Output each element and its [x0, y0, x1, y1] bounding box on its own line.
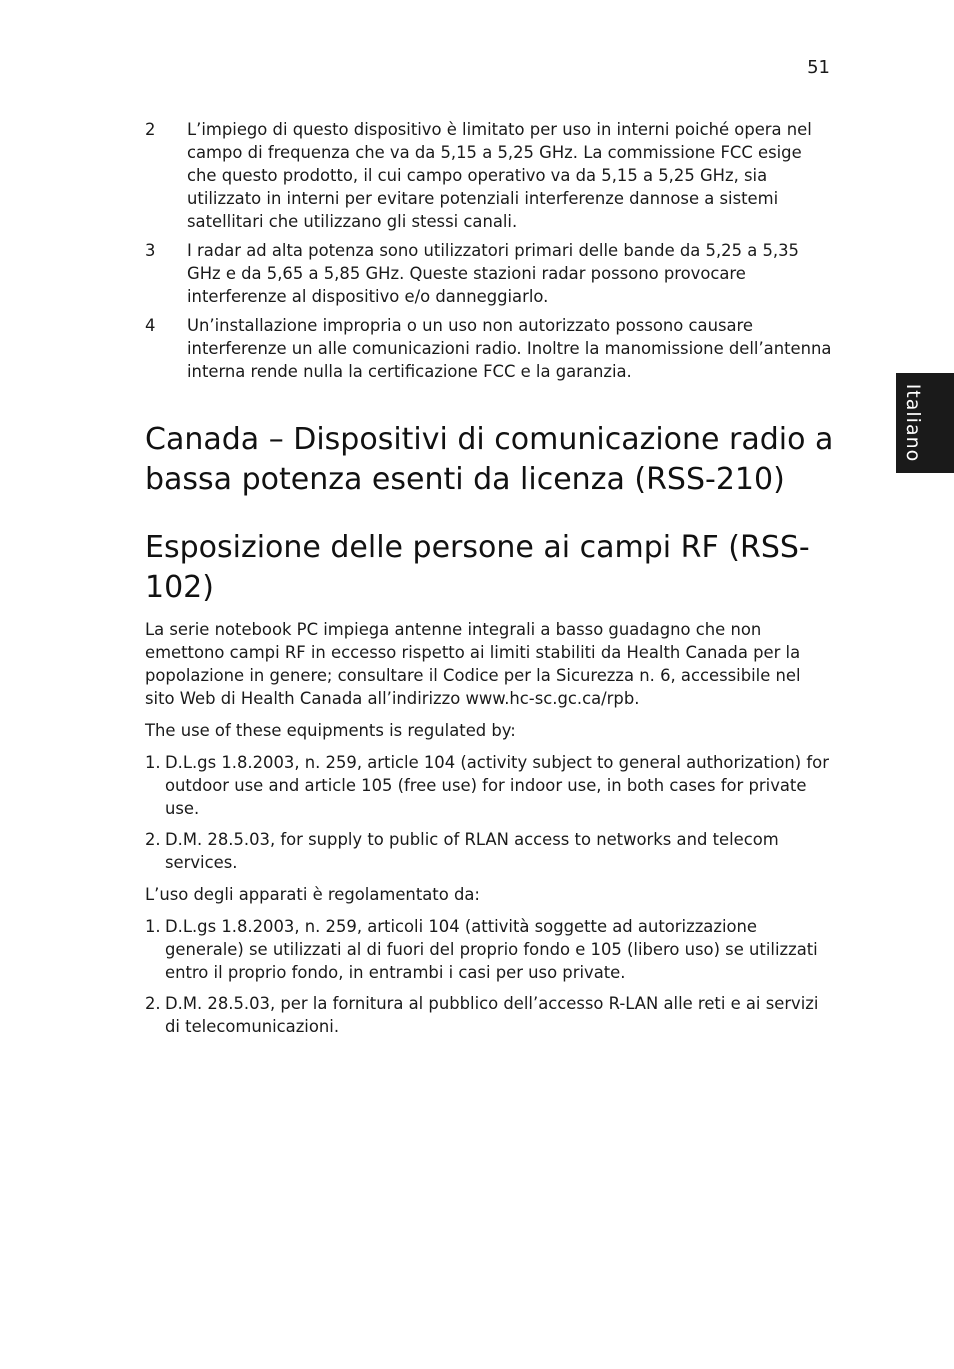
list-item-text: D.L.gs 1.8.2003, n. 259, articoli 104 (attività soggette ad autorizzazione generale) se utilizzati al di fuori del proprio fondo e 105 (libero uso) se utilizzati entro il proprio fondo, in entrambi i casi per uso private.: [165, 917, 818, 982]
list-item: [145, 118, 835, 233]
list-item-text: L’impiego di questo dispositivo è limitato per uso in interni poiché opera nel campo di frequenza che va da 5,15 a 5,25 GHz. La commissione FCC esige che questo prodotto, il cui campo operativo va da 5,15 a 5,25 GHz, sia utilizzato in interni per evitare potenziali interferenze dannose a sistemi satellitari che utilizzano gli stessi canali.: [187, 120, 812, 231]
paragraph-health-canada: La serie notebook PC impiega antenne integrali a basso guadagno che non emettono campi RF in eccesso rispetto ai limiti stabiliti da Health Canada per la popolazione in genere; consultare il Codice per la Sicurezza n. 6, accessibile nel sito Web di Health Canada all’indirizzo www.hc-sc.gc.ca/rpb.: [145, 620, 801, 708]
list-item-text: D.M. 28.5.03, for supply to public of RLAN access to networks and telecom services.: [165, 830, 779, 872]
list-item: [145, 915, 835, 984]
language-tab-label: Italiano: [902, 383, 924, 463]
fcc-notes-list: [145, 118, 835, 389]
section-heading-canada: Canada – Dispositivi di comunicazione radio a bassa potenza esenti da licenza (RSS-210): [145, 422, 834, 497]
paragraph-regulation-en: The use of these equipments is regulated by:: [145, 721, 516, 740]
list-item: [145, 239, 835, 308]
list-item: [145, 751, 835, 820]
list-item-number: 1.: [145, 753, 161, 772]
list-item-text: I radar ad alta potenza sono utilizzatori primari delle bande da 5,25 a 5,35 GHz e da 5,65 a 5,85 GHz. Queste stazioni radar possono provocare interferenze al dispositivo e/o danneggiarlo.: [187, 241, 799, 306]
list-item-text: D.M. 28.5.03, per la fornitura al pubblico dell’accesso R-LAN alle reti e ai servizi di telecomunicazioni.: [165, 994, 819, 1036]
regulation-list-it: [145, 915, 835, 1038]
list-item-number: 2.: [145, 994, 161, 1013]
list-item-text: Un’installazione impropria o un uso non autorizzato possono causare interferenze un alle comunicazioni radio. Inoltre la manomissione dell’antenna interna rende nulla la certificazione FCC e la garanzia.: [187, 316, 832, 381]
list-item-number: 3: [145, 241, 156, 260]
regulation-list-en: [145, 751, 835, 874]
list-item: [145, 992, 835, 1038]
paragraph-regulation-it: L’uso degli apparati è regolamentato da:: [145, 885, 480, 904]
section-heading-rf-exposure: Esposizione delle persone ai campi RF (RSS-102): [145, 530, 810, 605]
list-item: [145, 314, 835, 383]
page-number: 51: [807, 57, 830, 78]
list-item-text: D.L.gs 1.8.2003, n. 259, article 104 (activity subject to general authorization) for outdoor use and article 105 (free use) for indoor use, in both cases for private use.: [165, 753, 829, 818]
section-body: [145, 618, 835, 1047]
list-item-number: 1.: [145, 917, 161, 936]
list-item-number: 2: [145, 120, 156, 139]
list-item: [145, 828, 835, 874]
list-item-number: 4: [145, 316, 156, 335]
list-item-number: 2.: [145, 830, 161, 849]
language-tab: [896, 373, 954, 473]
